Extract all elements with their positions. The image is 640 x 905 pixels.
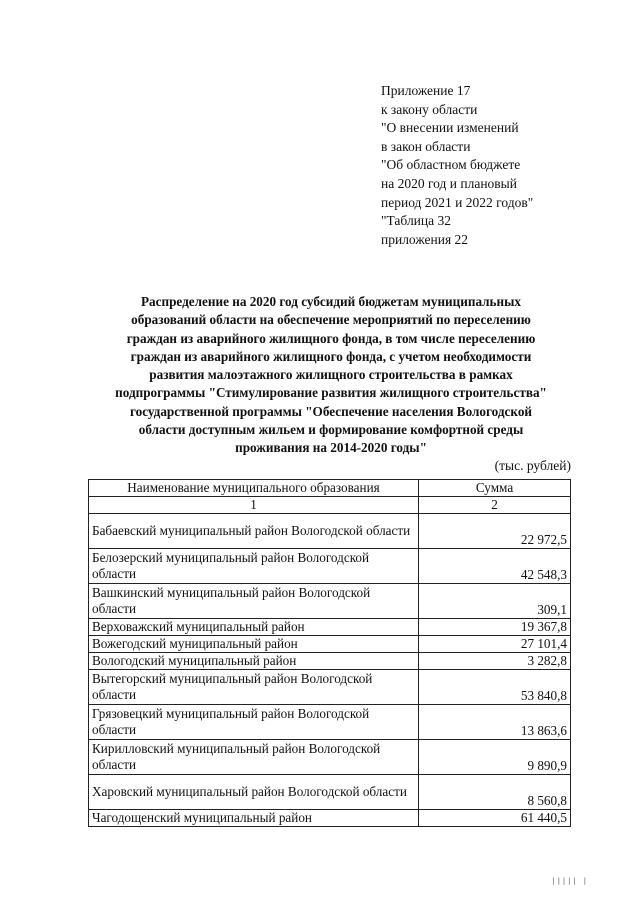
appendix-line: к закону области [381,101,478,117]
municipality-name: Вытегорский муниципальный район Вологодской области [89,670,419,705]
subsidy-sum: 42 548,3 [419,549,571,584]
municipality-name: Чагодощенский муниципальный район [89,810,419,827]
municipality-name: Верховажский муниципальный район [89,619,419,636]
municipality-name: Харовский муниципальный район Вологодской области [89,775,419,810]
table-row [89,619,571,636]
table-row [89,549,571,584]
column-number: 2 [419,497,571,514]
municipality-name: Бабаевский муниципальный район Вологодской области [89,514,419,549]
distribution-table [88,479,571,827]
appendix-line: приложения 22 [381,231,469,247]
title-line: образований области на обеспечение мероприятий по переселению [131,312,531,328]
appendix-header [381,82,621,249]
subsidy-sum: 19 367,8 [419,619,571,636]
title-line: развития малоэтажного жилищного строительства в рамках [149,367,513,383]
title-line: проживания на 2014-2020 годы" [235,440,427,456]
table-row [89,740,571,775]
subsidy-sum: 3 282,8 [419,653,571,670]
municipality-name: Белозерский муниципальный район Вологодской области [89,549,419,584]
appendix-line: "О внесении изменений [381,120,519,136]
municipality-name: Вожегодский муниципальный район [89,636,419,653]
appendix-line: "Об областном бюджете [381,157,521,173]
subsidy-sum: 9 890,9 [419,740,571,775]
subsidy-sum: 8 560,8 [419,775,571,810]
municipality-name: Вологодский муниципальный район [89,653,419,670]
title-line: подпрограммы "Стимулирование развития жилищного строительства" [115,385,547,401]
title-line: области доступным жильем и формирование комфортной среды [138,422,524,438]
table-row [89,514,571,549]
column-number: 1 [89,497,419,514]
subsidy-sum: 13 863,6 [419,705,571,740]
scan-barcode-mark: ||||| | [551,877,588,885]
appendix-line: в закон области [381,138,471,154]
table-row [89,775,571,810]
table-row [89,584,571,619]
table-row [89,705,571,740]
units-label: (тыс. рублей) [494,458,571,473]
table-row [89,653,571,670]
appendix-line: период 2021 и 2022 годов" [381,194,534,210]
header-name: Наименование муниципального образования [89,480,419,497]
table-row [89,636,571,653]
table-column-numbers-row [89,497,571,514]
title-line: государственной программы "Обеспечение населения Вологодской [129,403,533,419]
header-sum: Сумма [419,480,571,497]
title-line: граждан из аварийного жилищного фонда, с учетом необходимости [130,348,532,364]
subsidy-sum: 27 101,4 [419,636,571,653]
appendix-line: "Таблица 32 [381,213,451,229]
title-line: граждан из аварийного жилищного фонда, в том числе переселению [126,330,536,346]
municipality-name: Грязовецкий муниципальный район Вологодской области [89,705,419,740]
subsidy-sum: 309,1 [419,584,571,619]
municipality-name: Кирилловский муниципальный район Вологодской области [89,740,419,775]
municipality-name: Вашкинский муниципальный район Вологодской области [89,584,419,619]
title-line: Распределение на 2020 год субсидий бюджетам муниципальных [140,294,522,309]
table-header-row [89,480,571,497]
subsidy-sum: 22 972,5 [419,514,571,549]
document-title [88,293,574,458]
subsidy-sum: 61 440,5 [419,810,571,827]
table-row [89,670,571,705]
table-row [89,810,571,827]
appendix-line: на 2020 год и плановый [381,175,517,191]
subsidy-sum: 53 840,8 [419,670,571,705]
appendix-line: Приложение 17 [381,83,471,98]
